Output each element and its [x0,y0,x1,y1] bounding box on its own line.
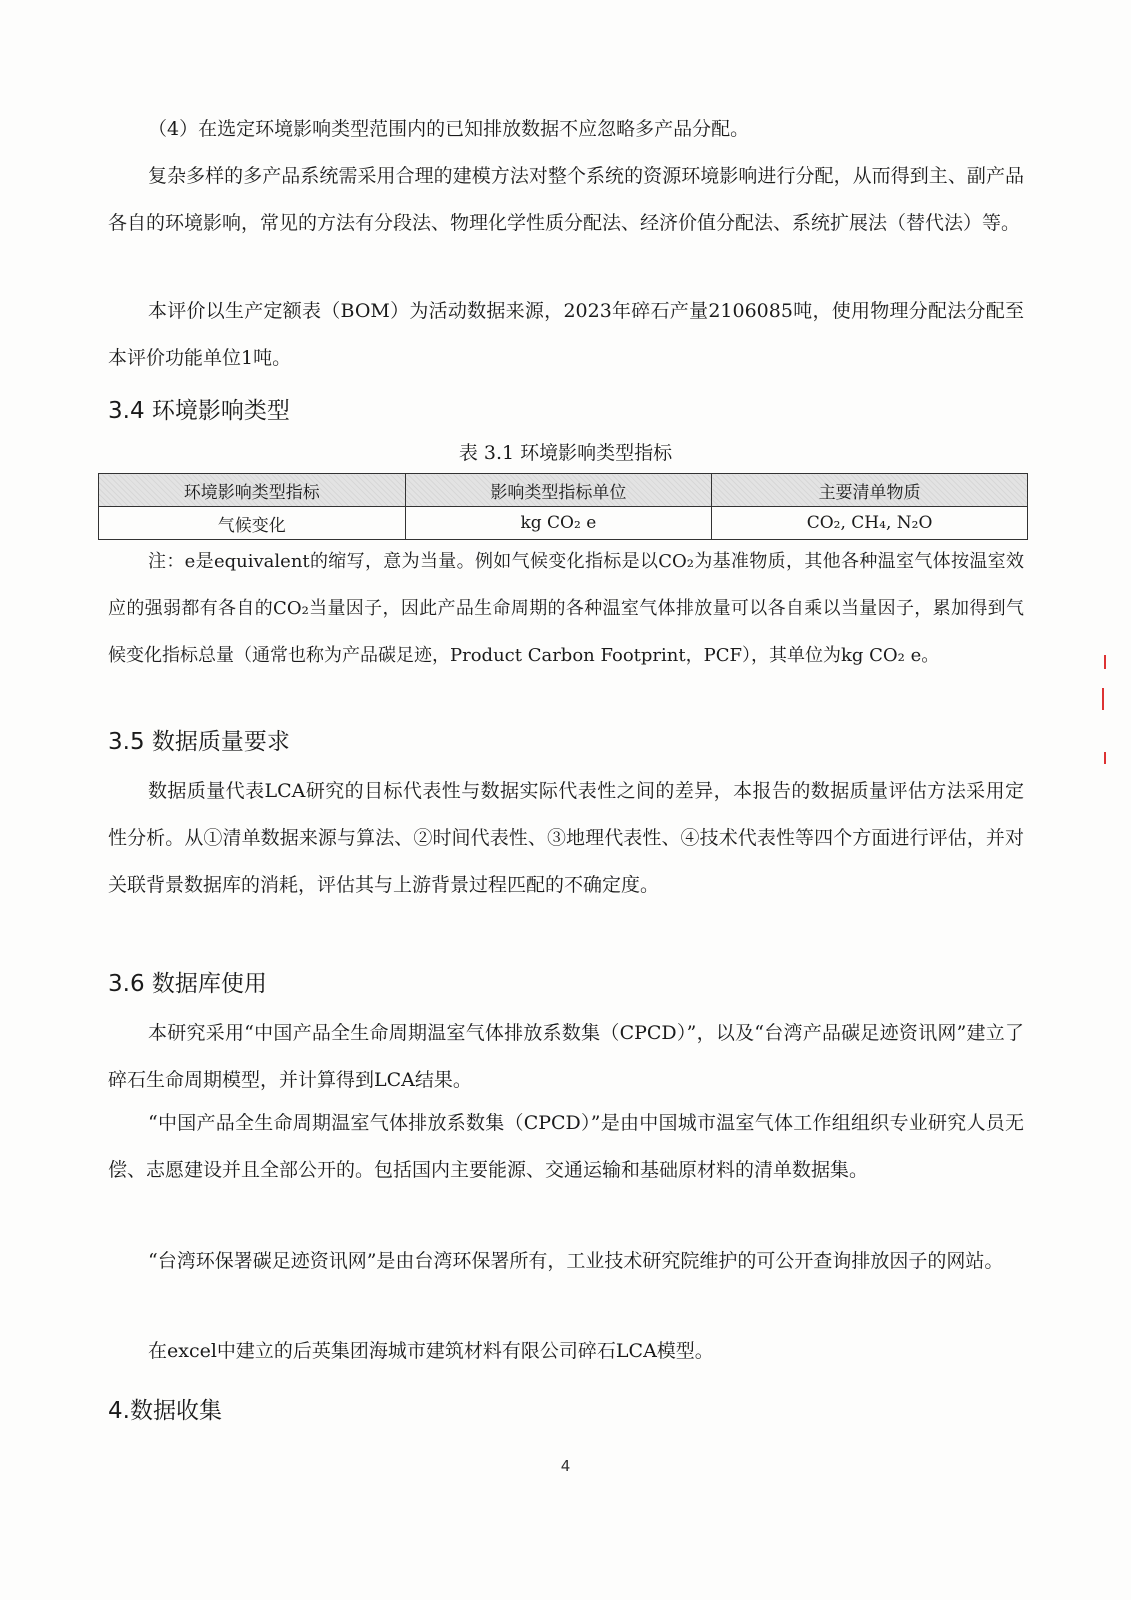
table-row [99,507,1028,540]
table-cell: CO₂, CH₄, N₂O [712,507,1028,540]
page-number: 4 [560,1457,571,1475]
heading-3-6: 3.6 数据库使用 [108,971,267,997]
heading-3-5: 3.5 数据质量要求 [108,729,290,755]
table-header-cell: 影响类型指标单位 [405,474,712,507]
paragraph-multi-product-note: （4）在选定环境影响类型范围内的已知排放数据不应忽略多产品分配。 [148,118,750,140]
paragraph-bom-source: 本评价以生产定额表（BOM）为活动数据来源，2023年碎石产量2106085吨，使用物理分配法分配至本评价功能单位1吨。 [108,300,1024,369]
table-header-cell: 环境影响类型指标 [99,474,406,507]
table-cell: kg CO₂ e [405,507,712,540]
table-header-cell: 主要清单物质 [712,474,1028,507]
paragraph-taiwan-site: “台湾环保署碳足迹资讯网”是由台湾环保署所有，工业技术研究院维护的可公开查询排放因子的网站。 [148,1250,1004,1272]
margin-mark [1102,688,1104,710]
heading-3-4: 3.4 环境影响类型 [108,398,290,424]
paragraph-allocation-methods: 复杂多样的多产品系统需采用合理的建模方法对整个系统的资源环境影响进行分配，从而得到主、副产品各自的环境影响，常见的方法有分段法、物理化学性质分配法、经济价值分配法、系统扩展法（替代法）等。 [108,165,1024,234]
margin-mark [1104,752,1106,764]
table-note: 注：e是equivalent的缩写，意为当量。例如气候变化指标是以CO₂为基准物质，其他各种温室气体按温室效应的强弱都有各自的CO₂当量因子，因此产品生命周期的各种温室气体排放量可以各自乘以当量因子，累加得到气候变化指标总量（通常也称为产品碳足迹，Product Carbon Footprint，PCF），其单位为kg CO₂ e。 [108,551,1024,666]
table-caption: 表 3.1 环境影响类型指标 [458,442,673,464]
paragraph-cpcd: “中国产品全生命周期温室气体排放系数集（CPCD）”是由中国城市温室气体工作组组织专业研究人员无偿、志愿建设并且全部公开的。包括国内主要能源、交通运输和基础原材料的清单数据集。 [108,1112,1024,1181]
paragraph-data-quality: 数据质量代表LCA研究的目标代表性与数据实际代表性之间的差异，本报告的数据质量评估方法采用定性分析。从①清单数据来源与算法、②时间代表性、③地理代表性、④技术代表性等四个方面进行评估，并对关联背景数据库的消耗，评估其与上游背景过程匹配的不确定度。 [108,780,1024,896]
table-header-row [99,474,1028,507]
impact-category-table [98,473,1028,540]
margin-mark [1104,655,1106,669]
paragraph-excel-model: 在excel中建立的后英集团海城市建筑材料有限公司碎石LCA模型。 [148,1340,714,1362]
table-cell: 气候变化 [99,507,406,540]
heading-4: 4.数据收集 [108,1398,222,1424]
paragraph-database-use: 本研究采用“中国产品全生命周期温室气体排放系数集（CPCD）”，以及“台湾产品碳足迹资讯网”建立了碎石生命周期模型，并计算得到LCA结果。 [108,1022,1024,1091]
